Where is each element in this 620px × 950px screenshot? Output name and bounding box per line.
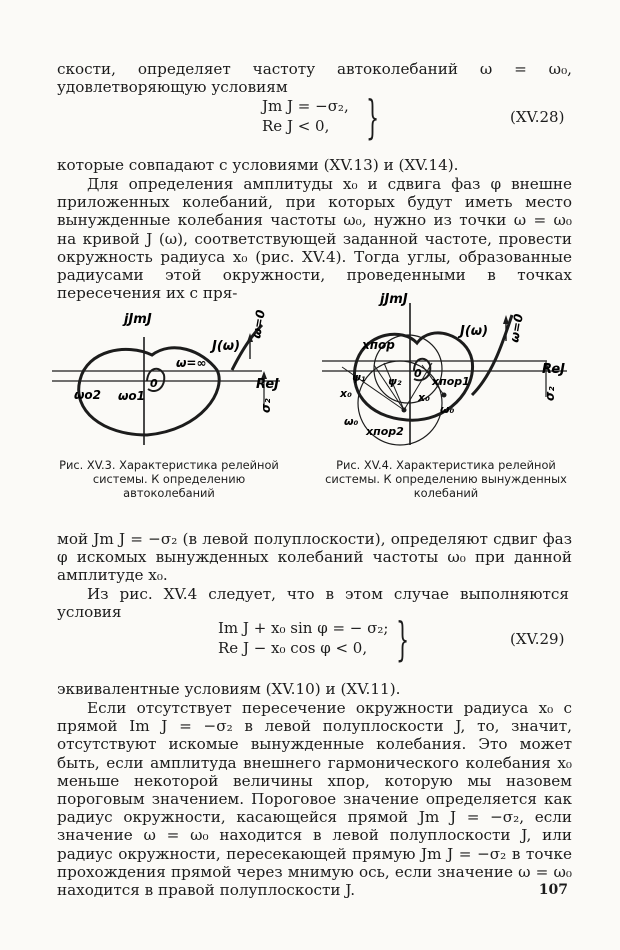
fig4-label-xpor2: xпор2 [366,425,404,438]
fig3-label-im: jJmJ [124,312,152,327]
paragraph-5: Из рис. XV.4 следует, что в этом случае выполняются условия [57,585,569,622]
fig4-label-x0a: x₀ [340,387,352,400]
paragraph-4: мой Jm J = −σ₂ (в левой полуплоскости), определяют сдвиг фаз φ искомых вынужденных колебаний частоты ω₀ при данной амплитуде x₀. [57,530,572,585]
fig4-label-sigma: σ₂ [543,386,557,401]
fig4-omega-arrow-head [503,315,509,324]
equation-xv29 [218,618,388,658]
figure-xv3 [52,295,282,455]
equation-xv29-line1: Im J + x₀ sin φ = − σ₂; [218,619,389,637]
equation-brace-2: } [396,612,410,666]
fig4-point-w0a [402,408,407,413]
fig4-label-xpor1: xпор1 [432,375,470,388]
fig4-label-psi2: ψ₂ [388,375,402,388]
fig4-label-w0b: ω₀ [440,403,455,416]
fig3-label-origin: 0 [150,377,158,390]
fig4-label-curve: J(ω) [460,324,489,339]
equation-brace: } [366,90,380,144]
paragraph-1: скости, определяет частоту автоколебаний ω = ω₀, удовлетворяющую условиям [57,60,572,97]
fig3-label-w01: ωo1 [118,389,146,403]
fig4-label-omega-zero: ω=0 [507,312,526,344]
fig3-label-w02: ωo2 [74,388,102,402]
caption-fig-xv3: Рис. XV.3. Характеристика релейной системы. К определению автоколебаний [59,458,279,500]
paragraph-6: эквивалентные условиям (XV.10) и (XV.11). [57,680,401,698]
caption-fig-xv4: Рис. XV.4. Характеристика релейной системы. К определению вынужденных колебаний [325,458,567,500]
fig4-label-re: ReJ [542,362,566,377]
paragraph-2: которые совпадают с условиями (XV.13) и (XV.14). [57,156,459,174]
fig4-label-x0b: x₀ [418,391,430,404]
fig3-label-omega-inf: ω=∞ [176,356,207,370]
fig3-label-curve: J(ω) [212,339,241,354]
fig4-point-w0b [442,393,447,398]
fig3-label-omega-zero: ω=0 [249,308,268,340]
fig4-label-psi1: ψ₁ [352,371,366,384]
equation-number-xv28: (XV.28) [510,108,565,126]
figure-xv4 [322,285,572,455]
equation-xv29-line2: Re J − x₀ cos φ < 0, [218,639,368,657]
page-number: 107 [538,882,568,898]
fig4-label-xpor: xпор [362,338,395,352]
equation-number-xv29: (XV.29) [510,630,565,648]
paragraph-7: Если отсутствует пересечение окружности радиуса x₀ с прямой Im J = −σ₂ в левой полуплоскости J, то, значит, отсутствуют искомые вынужденные колебания. Это может быть, если амплитуда внешнего гармонического колебания x₀ меньше некоторой величины xпор, которую мы назовем пороговым значением. Пороговое значение определяется как радиус окружности, касающейся прямой Jm J = −σ₂, если значение ω = ω₀ находится в левой полуплоскости J, или радиус окружности, пересекающей прямую Jm J = −σ₂ в точке прохождения прямой через мнимую ось, если значение ω = ω₀ находится в правой полуплоскости J. [57,699,572,900]
fig3-label-re: ReJ [256,377,280,392]
equation-xv28 [262,96,349,136]
equation-xv28-line2: Re J < 0, [262,117,330,135]
fig4-label-im: jJmJ [380,292,408,307]
fig4-label-origin: 0 [414,367,422,380]
fig4-label-w0a: ω₀ [344,415,359,428]
fig3-label-sigma: σ₂ [259,398,273,413]
paragraph-3: Для определения амплитуды x₀ и сдвига фаз φ внешне приложенных колебаний, при которых будут иметь место вынужденные колебания частоты ω₀, нужно из точки ω = ω₀ на кривой J (ω), соответствующей заданной частоте, провести окружность радиуса x₀ (рис. XV.4). Тогда углы, образованные радиусами этой окружности, проведенными в точках пересечения их с пря- [57,175,572,303]
equation-xv28-line1: Jm J = −σ₂, [262,97,349,115]
